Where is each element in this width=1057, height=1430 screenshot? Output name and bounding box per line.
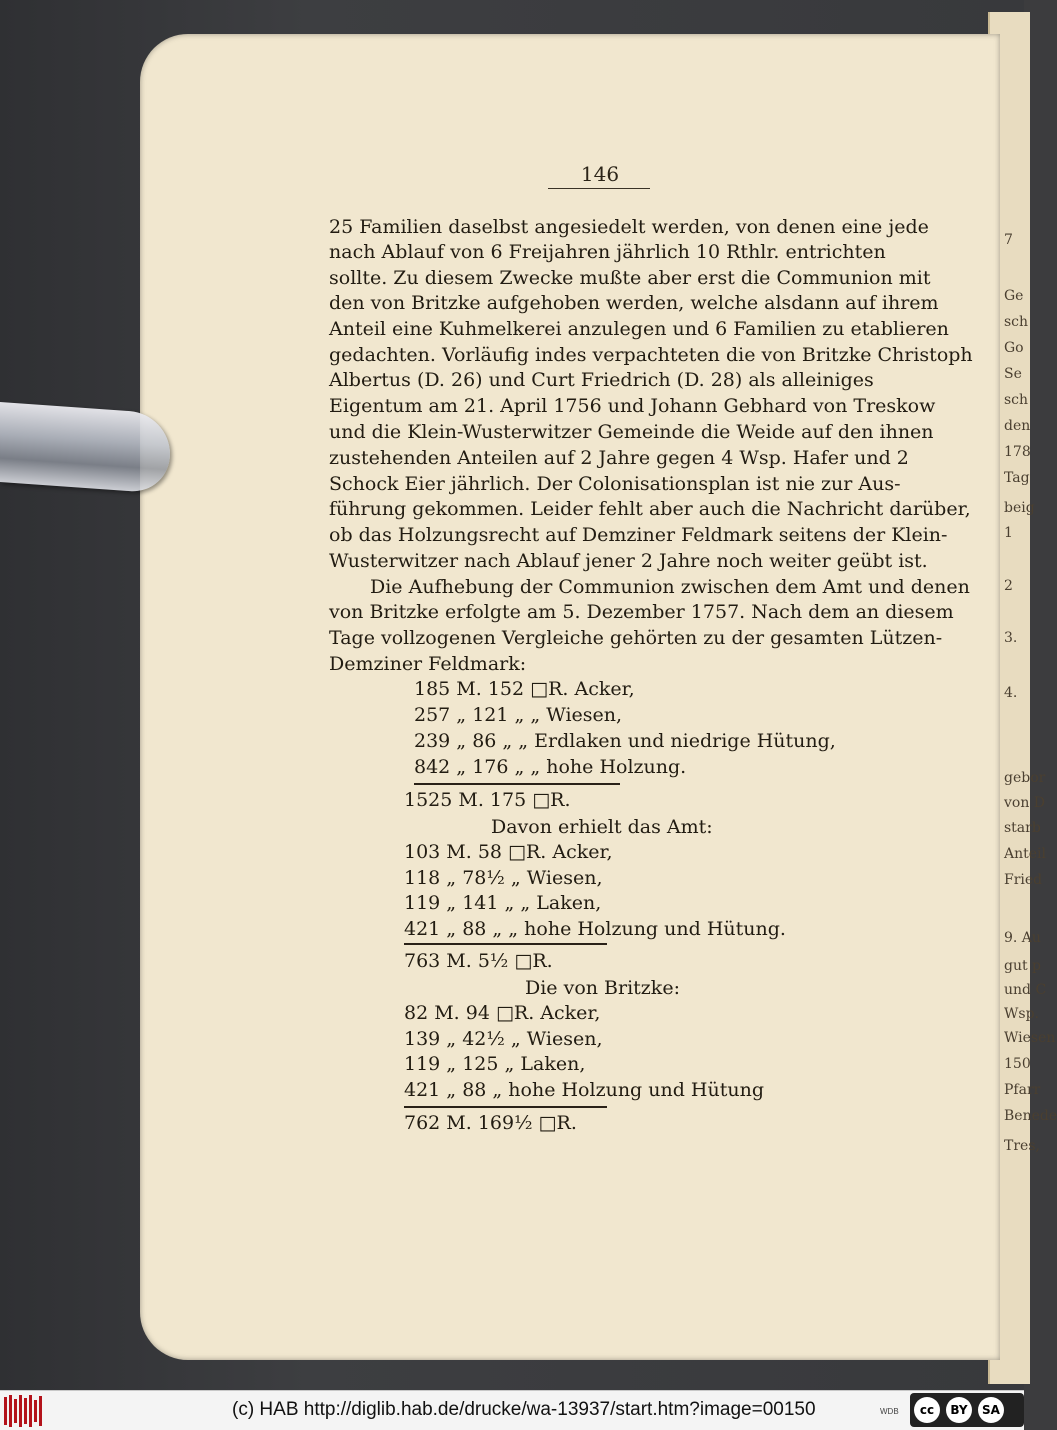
table-row: 103 M. 58 □R. Acker, [404, 841, 613, 863]
page-clip [0, 402, 170, 494]
margin-fragment: gebor [1004, 770, 1046, 786]
margin-fragment: von D [1004, 795, 1046, 811]
margin-fragment: 2 [1004, 578, 1013, 594]
margin-fragment: Tres, [1004, 1138, 1040, 1154]
margin-fragment: Se [1004, 366, 1022, 382]
table-row: 421 „ 88 „ „ hohe Holzung und Hütung. [404, 918, 786, 940]
body-line: Schock Eier jährlich. Der Colonisationsplan ist nie zur Aus- [329, 473, 901, 495]
page-number-rule [548, 188, 650, 189]
body-line: den von Britzke aufgehoben werden, welche alsdann auf ihrem [329, 292, 939, 314]
table-row: 118 „ 78½ „ Wiesen, [404, 867, 603, 889]
margin-fragment: 1 [1004, 525, 1013, 541]
table-row: 239 „ 86 „ „ Erdlaken und niedrige Hütung, [414, 730, 836, 752]
body-line: Tage vollzogenen Vergleiche gehörten zu der gesamten Lützen- [329, 627, 943, 649]
table-total: 763 M. 5½ □R. [404, 950, 553, 972]
table-row: 421 „ 88 „ hohe Holzung und Hütung [404, 1079, 765, 1101]
table-row: 139 „ 42½ „ Wiesen, [404, 1028, 603, 1050]
margin-fragment: sch [1004, 314, 1029, 330]
table-row: 185 M. 152 □R. Acker, [414, 678, 635, 700]
copyright-link[interactable]: (c) HAB http://diglib.hab.de/drucke/wa-13937/start.htm?image=00150 [232, 1399, 816, 1420]
margin-fragment: gut p [1004, 958, 1042, 974]
margin-fragment: Pfarr [1004, 1082, 1041, 1098]
table-total: 1525 M. 175 □R. [404, 789, 571, 811]
table-row: 82 M. 94 □R. Acker, [404, 1002, 601, 1024]
body-line: sollte. Zu diesem Zwecke mußte aber erst die Communion mit [329, 267, 931, 289]
table-row: 842 „ 176 „ „ hohe Holzung. [414, 756, 687, 778]
table-total: 762 M. 169½ □R. [404, 1112, 577, 1134]
margin-fragment: Ge [1004, 288, 1024, 304]
margin-fragment: Wsp. [1004, 1006, 1039, 1022]
margin-fragment: beig [1004, 500, 1035, 516]
body-line: Eigentum am 21. April 1756 und Johann Gebhard von Treskow [329, 395, 936, 417]
body-line: Demziner Feldmark: [329, 653, 527, 675]
table-row: 119 „ 141 „ „ Laken, [404, 892, 602, 914]
margin-fragment: Go [1004, 340, 1024, 356]
page-number: 146 [580, 162, 620, 186]
body-line: nach Ablauf von 6 Freijahren jährlich 10 Rthlr. entrichten [329, 241, 886, 263]
body-line: Wusterwitzer nach Ablauf jener 2 Jahre noch weiter geübt ist. [329, 550, 928, 572]
cc-icon: cc [914, 1397, 940, 1423]
table-row: 257 „ 121 „ „ Wiesen, [414, 704, 623, 726]
sum-rule [404, 943, 607, 945]
body-line: gedachten. Vorläufig indes verpachteten die von Britzke Christoph [329, 344, 973, 366]
body-line: Die Aufhebung der Communion zwischen dem Amt und denen [370, 576, 970, 598]
section-heading: Die von Britzke: [525, 977, 680, 999]
body-line: und die Klein-Wusterwitzer Gemeinde die Weide auf den ihnen [329, 421, 934, 443]
margin-fragment: den [1004, 418, 1031, 434]
margin-fragment: sch [1004, 392, 1029, 408]
margin-fragment: 4. [1004, 685, 1018, 701]
margin-fragment: starb [1004, 820, 1041, 836]
margin-fragment: Tag [1004, 470, 1030, 486]
margin-fragment: 150 [1004, 1056, 1031, 1072]
wdb-mark: WDB [880, 1407, 899, 1416]
margin-fragment: Fried [1004, 872, 1043, 888]
margin-fragment: Wiesen [1004, 1030, 1056, 1046]
body-line: Albertus (D. 26) und Curt Friedrich (D. 28) als alleiniges [329, 369, 874, 391]
margin-fragment: Benede [1004, 1108, 1057, 1124]
body-line: 25 Familien daselbst angesiedelt werden, von denen eine jede [329, 216, 929, 238]
margin-fragment: 3. [1004, 630, 1018, 646]
margin-fragment: und C [1004, 982, 1047, 998]
section-heading: Davon erhielt das Amt: [491, 816, 713, 838]
body-line: ob das Holzungsrecht auf Demziner Feldmark seitens der Klein- [329, 524, 948, 546]
margin-fragment: 7 [1004, 232, 1013, 248]
body-line: führung gekommen. Leider fehlt aber auch die Nachricht darüber, [329, 498, 971, 520]
sa-icon: SA [978, 1397, 1004, 1423]
sum-rule [414, 783, 620, 785]
margin-fragment: Anteil [1004, 846, 1046, 862]
by-icon: BY [946, 1397, 972, 1423]
hab-logo-icon[interactable] [4, 1395, 48, 1427]
cc-license-badge[interactable] [910, 1393, 1024, 1427]
body-line: Anteil eine Kuhmelkerei anzulegen und 6 Familien zu etablieren [329, 318, 949, 340]
sum-rule [404, 1106, 607, 1108]
viewer-footer [0, 1390, 1024, 1430]
body-line: von Britzke erfolgte am 5. Dezember 1757. Nach dem an diesem [329, 601, 954, 623]
table-row: 119 „ 125 „ Laken, [404, 1053, 586, 1075]
body-line: zustehenden Anteilen auf 2 Jahre gegen 4 Wsp. Hafer und 2 [329, 447, 909, 469]
margin-fragment: 9. Au [1004, 930, 1041, 946]
margin-fragment: 178 [1004, 444, 1031, 460]
